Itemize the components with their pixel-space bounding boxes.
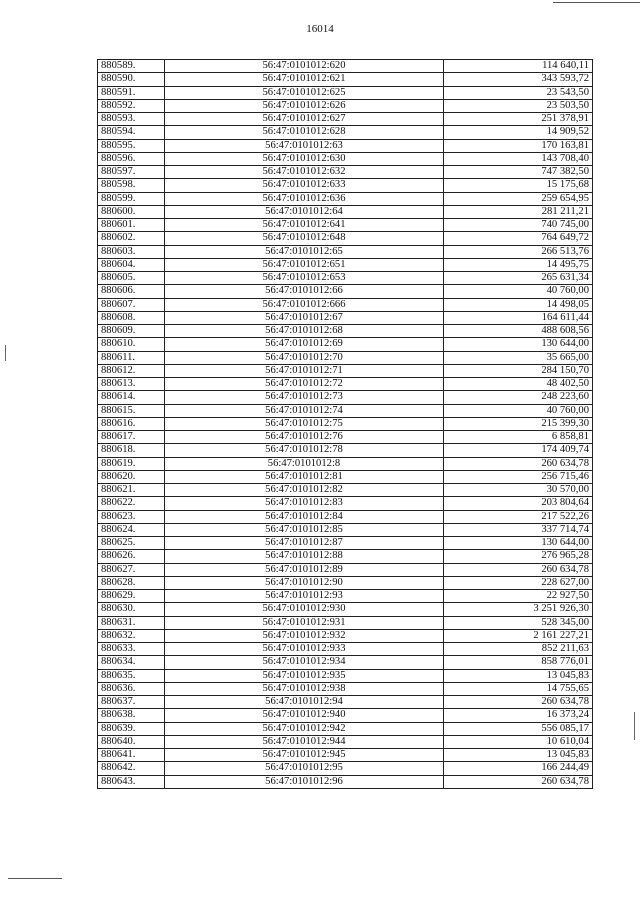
cadastral-number-cell: 56:47:0101012:934 (165, 656, 444, 669)
row-number-cell: 880606. (98, 285, 165, 298)
cadastral-number-cell: 56:47:0101012:933 (165, 643, 444, 656)
cadastral-value-cell: 15 175,68 (444, 179, 593, 192)
table-row (98, 232, 593, 245)
row-number-cell: 880622. (98, 497, 165, 510)
row-number-cell: 880640. (98, 735, 165, 748)
cadastral-number-cell: 56:47:0101012:84 (165, 510, 444, 523)
cadastral-value-cell: 284 150,70 (444, 364, 593, 377)
table-row (98, 775, 593, 788)
cadastral-number-cell: 56:47:0101012:65 (165, 245, 444, 258)
cadastral-value-cell: 256 715,46 (444, 470, 593, 483)
cadastral-value-cell: 3 251 926,30 (444, 603, 593, 616)
table-row (98, 497, 593, 510)
table-row (98, 576, 593, 589)
cadastral-value-cell: 174 409,74 (444, 444, 593, 457)
table-row (98, 152, 593, 165)
row-number-cell: 880637. (98, 696, 165, 709)
cadastral-number-cell: 56:47:0101012:93 (165, 590, 444, 603)
cadastral-value-cell: 166 244,49 (444, 762, 593, 775)
table-row (98, 656, 593, 669)
cadastral-number-cell: 56:47:0101012:625 (165, 86, 444, 99)
cadastral-value-cell: 164 611,44 (444, 311, 593, 324)
cadastral-value-cell: 266 513,76 (444, 245, 593, 258)
table-row (98, 285, 593, 298)
row-number-cell: 880621. (98, 484, 165, 497)
row-number-cell: 880626. (98, 550, 165, 563)
table-row (98, 179, 593, 192)
cadastral-value-cell: 528 345,00 (444, 616, 593, 629)
table-row (98, 126, 593, 139)
table-row (98, 616, 593, 629)
row-number-cell: 880619. (98, 457, 165, 470)
cadastral-value-cell: 14 909,52 (444, 126, 593, 139)
table-row (98, 722, 593, 735)
table-row (98, 563, 593, 576)
row-number-cell: 880592. (98, 99, 165, 112)
table-row (98, 682, 593, 695)
table-row (98, 298, 593, 311)
cadastral-number-cell: 56:47:0101012:651 (165, 258, 444, 271)
cadastral-number-cell: 56:47:0101012:69 (165, 338, 444, 351)
cadastral-number-cell: 56:47:0101012:85 (165, 523, 444, 536)
table-row (98, 404, 593, 417)
cadastral-value-cell: 260 634,78 (444, 457, 593, 470)
cadastral-value-cell: 14 498,05 (444, 298, 593, 311)
cadastral-number-cell: 56:47:0101012:67 (165, 311, 444, 324)
cadastral-value-cell: 215 399,30 (444, 417, 593, 430)
cadastral-number-cell: 56:47:0101012:935 (165, 669, 444, 682)
cadastral-number-cell: 56:47:0101012:666 (165, 298, 444, 311)
cadastral-number-cell: 56:47:0101012:636 (165, 192, 444, 205)
cadastral-number-cell: 56:47:0101012:630 (165, 152, 444, 165)
left-margin-mark (5, 345, 6, 361)
table-row (98, 709, 593, 722)
row-number-cell: 880624. (98, 523, 165, 536)
cadastral-value-cell: 23 543,50 (444, 86, 593, 99)
row-number-cell: 880589. (98, 60, 165, 73)
row-number-cell: 880607. (98, 298, 165, 311)
row-number-cell: 880613. (98, 378, 165, 391)
cadastral-number-cell: 56:47:0101012:89 (165, 563, 444, 576)
cadastral-number-cell: 56:47:0101012:8 (165, 457, 444, 470)
row-number-cell: 880639. (98, 722, 165, 735)
row-number-cell: 880603. (98, 245, 165, 258)
cadastral-value-cell: 35 665,00 (444, 351, 593, 364)
cadastral-number-cell: 56:47:0101012:70 (165, 351, 444, 364)
row-number-cell: 880609. (98, 325, 165, 338)
cadastral-value-cell: 13 045,83 (444, 749, 593, 762)
cadastral-value-cell: 260 634,78 (444, 775, 593, 788)
row-number-cell: 880643. (98, 775, 165, 788)
cadastral-number-cell: 56:47:0101012:942 (165, 722, 444, 735)
cadastral-value-cell: 30 570,00 (444, 484, 593, 497)
table-row (98, 431, 593, 444)
cadastral-number-cell: 56:47:0101012:944 (165, 735, 444, 748)
cadastral-value-cell: 114 640,11 (444, 60, 593, 73)
row-number-cell: 880641. (98, 749, 165, 762)
table-row (98, 643, 593, 656)
table-row (98, 99, 593, 112)
cadastral-number-cell: 56:47:0101012:621 (165, 73, 444, 86)
row-number-cell: 880633. (98, 643, 165, 656)
cadastral-value-cell: 203 804,64 (444, 497, 593, 510)
row-number-cell: 880634. (98, 656, 165, 669)
table-row (98, 86, 593, 99)
row-number-cell: 880612. (98, 364, 165, 377)
cadastral-number-cell: 56:47:0101012:94 (165, 696, 444, 709)
cadastral-number-cell: 56:47:0101012:632 (165, 166, 444, 179)
table-row (98, 444, 593, 457)
table-row (98, 378, 593, 391)
cadastral-number-cell: 56:47:0101012:82 (165, 484, 444, 497)
cadastral-value-cell: 14 495,75 (444, 258, 593, 271)
cadastral-value-cell: 48 402,50 (444, 378, 593, 391)
row-number-cell: 880594. (98, 126, 165, 139)
cadastral-value-cell: 276 965,28 (444, 550, 593, 563)
row-number-cell: 880623. (98, 510, 165, 523)
table-row (98, 245, 593, 258)
cadastral-number-cell: 56:47:0101012:74 (165, 404, 444, 417)
table-row (98, 696, 593, 709)
cadastral-value-cell: 248 223,60 (444, 391, 593, 404)
table-row (98, 735, 593, 748)
row-number-cell: 880642. (98, 762, 165, 775)
table-row (98, 762, 593, 775)
cadastral-value-cell: 852 211,63 (444, 643, 593, 656)
row-number-cell: 880605. (98, 272, 165, 285)
cadastral-number-cell: 56:47:0101012:628 (165, 126, 444, 139)
table-row (98, 457, 593, 470)
cadastral-number-cell: 56:47:0101012:932 (165, 629, 444, 642)
row-number-cell: 880628. (98, 576, 165, 589)
cadastral-number-cell: 56:47:0101012:72 (165, 378, 444, 391)
cadastral-number-cell: 56:47:0101012:75 (165, 417, 444, 430)
row-number-cell: 880617. (98, 431, 165, 444)
cadastral-value-cell: 260 634,78 (444, 563, 593, 576)
cadastral-number-cell: 56:47:0101012:83 (165, 497, 444, 510)
table-row (98, 258, 593, 271)
table-row (98, 311, 593, 324)
row-number-cell: 880604. (98, 258, 165, 271)
page-number: 16014 (306, 23, 334, 35)
table-row (98, 523, 593, 536)
cadastral-value-cell: 556 085,17 (444, 722, 593, 735)
table-row (98, 470, 593, 483)
table-row (98, 113, 593, 126)
cadastral-value-cell: 740 745,00 (444, 219, 593, 232)
row-number-cell: 880618. (98, 444, 165, 457)
row-number-cell: 880635. (98, 669, 165, 682)
table-row (98, 603, 593, 616)
row-number-cell: 880595. (98, 139, 165, 152)
table-row (98, 205, 593, 218)
table-row (98, 166, 593, 179)
table-row (98, 510, 593, 523)
row-number-cell: 880629. (98, 590, 165, 603)
row-number-cell: 880599. (98, 192, 165, 205)
table-row (98, 192, 593, 205)
cadastral-value-cell: 265 631,34 (444, 272, 593, 285)
cadastral-value-cell: 170 163,81 (444, 139, 593, 152)
row-number-cell: 880630. (98, 603, 165, 616)
cadastral-value-cell: 16 373,24 (444, 709, 593, 722)
cadastral-value-cell: 260 634,78 (444, 696, 593, 709)
cadastral-number-cell: 56:47:0101012:931 (165, 616, 444, 629)
cadastral-number-cell: 56:47:0101012:633 (165, 179, 444, 192)
row-number-cell: 880608. (98, 311, 165, 324)
cadastral-number-cell: 56:47:0101012:68 (165, 325, 444, 338)
registry-table-body (98, 60, 593, 789)
cadastral-number-cell: 56:47:0101012:641 (165, 219, 444, 232)
table-row (98, 417, 593, 430)
top-edge-rule (553, 2, 640, 3)
cadastral-value-cell: 143 708,40 (444, 152, 593, 165)
cadastral-value-cell: 858 776,01 (444, 656, 593, 669)
cadastral-value-cell: 217 522,26 (444, 510, 593, 523)
cadastral-value-cell: 2 161 227,21 (444, 629, 593, 642)
cadastral-number-cell: 56:47:0101012:87 (165, 537, 444, 550)
row-number-cell: 880616. (98, 417, 165, 430)
row-number-cell: 880614. (98, 391, 165, 404)
cadastral-number-cell: 56:47:0101012:648 (165, 232, 444, 245)
row-number-cell: 880638. (98, 709, 165, 722)
cadastral-number-cell: 56:47:0101012:64 (165, 205, 444, 218)
cadastral-number-cell: 56:47:0101012:71 (165, 364, 444, 377)
cadastral-number-cell: 56:47:0101012:66 (165, 285, 444, 298)
table-row (98, 669, 593, 682)
table-row (98, 590, 593, 603)
cadastral-value-cell: 40 760,00 (444, 285, 593, 298)
row-number-cell: 880636. (98, 682, 165, 695)
row-number-cell: 880631. (98, 616, 165, 629)
cadastral-value-cell: 6 858,81 (444, 431, 593, 444)
cadastral-value-cell: 747 382,50 (444, 166, 593, 179)
table-row (98, 139, 593, 152)
table-row (98, 391, 593, 404)
cadastral-number-cell: 56:47:0101012:63 (165, 139, 444, 152)
cadastral-number-cell: 56:47:0101012:627 (165, 113, 444, 126)
row-number-cell: 880597. (98, 166, 165, 179)
row-number-cell: 880600. (98, 205, 165, 218)
row-number-cell: 880625. (98, 537, 165, 550)
cadastral-number-cell: 56:47:0101012:940 (165, 709, 444, 722)
row-number-cell: 880590. (98, 73, 165, 86)
cadastral-number-cell: 56:47:0101012:78 (165, 444, 444, 457)
cadastral-number-cell: 56:47:0101012:945 (165, 749, 444, 762)
registry-table (97, 59, 593, 789)
cadastral-number-cell: 56:47:0101012:938 (165, 682, 444, 695)
table-row (98, 73, 593, 86)
table-row (98, 219, 593, 232)
row-number-cell: 880598. (98, 179, 165, 192)
row-number-cell: 880615. (98, 404, 165, 417)
row-number-cell: 880593. (98, 113, 165, 126)
cadastral-value-cell: 764 649,72 (444, 232, 593, 245)
cadastral-value-cell: 10 610,04 (444, 735, 593, 748)
footnote-rule (8, 878, 62, 879)
cadastral-number-cell: 56:47:0101012:626 (165, 99, 444, 112)
row-number-cell: 880627. (98, 563, 165, 576)
row-number-cell: 880620. (98, 470, 165, 483)
row-number-cell: 880610. (98, 338, 165, 351)
cadastral-number-cell: 56:47:0101012:76 (165, 431, 444, 444)
cadastral-number-cell: 56:47:0101012:620 (165, 60, 444, 73)
table-row (98, 60, 593, 73)
row-number-cell: 880632. (98, 629, 165, 642)
table-row (98, 325, 593, 338)
cadastral-number-cell: 56:47:0101012:90 (165, 576, 444, 589)
cadastral-value-cell: 343 593,72 (444, 73, 593, 86)
table-row (98, 629, 593, 642)
cadastral-value-cell: 23 503,50 (444, 99, 593, 112)
cadastral-number-cell: 56:47:0101012:653 (165, 272, 444, 285)
cadastral-number-cell: 56:47:0101012:96 (165, 775, 444, 788)
cadastral-number-cell: 56:47:0101012:73 (165, 391, 444, 404)
cadastral-number-cell: 56:47:0101012:81 (165, 470, 444, 483)
cadastral-value-cell: 130 644,00 (444, 338, 593, 351)
cadastral-number-cell: 56:47:0101012:88 (165, 550, 444, 563)
cadastral-value-cell: 130 644,00 (444, 537, 593, 550)
cadastral-value-cell: 40 760,00 (444, 404, 593, 417)
table-row (98, 537, 593, 550)
cadastral-value-cell: 251 378,91 (444, 113, 593, 126)
cadastral-value-cell: 14 755,65 (444, 682, 593, 695)
cadastral-value-cell: 488 608,56 (444, 325, 593, 338)
cadastral-number-cell: 56:47:0101012:95 (165, 762, 444, 775)
cadastral-number-cell: 56:47:0101012:930 (165, 603, 444, 616)
cadastral-value-cell: 259 654,95 (444, 192, 593, 205)
cadastral-value-cell: 281 211,21 (444, 205, 593, 218)
cadastral-value-cell: 228 627,00 (444, 576, 593, 589)
table-row (98, 484, 593, 497)
row-number-cell: 880596. (98, 152, 165, 165)
cadastral-value-cell: 337 714,74 (444, 523, 593, 536)
row-number-cell: 880611. (98, 351, 165, 364)
row-number-cell: 880591. (98, 86, 165, 99)
table-row (98, 338, 593, 351)
cadastral-value-cell: 13 045,83 (444, 669, 593, 682)
right-margin-mark (634, 712, 635, 740)
row-number-cell: 880602. (98, 232, 165, 245)
table-row (98, 272, 593, 285)
table-row (98, 364, 593, 377)
table-row (98, 749, 593, 762)
row-number-cell: 880601. (98, 219, 165, 232)
cadastral-value-cell: 22 927,50 (444, 590, 593, 603)
table-row (98, 351, 593, 364)
table-row (98, 550, 593, 563)
